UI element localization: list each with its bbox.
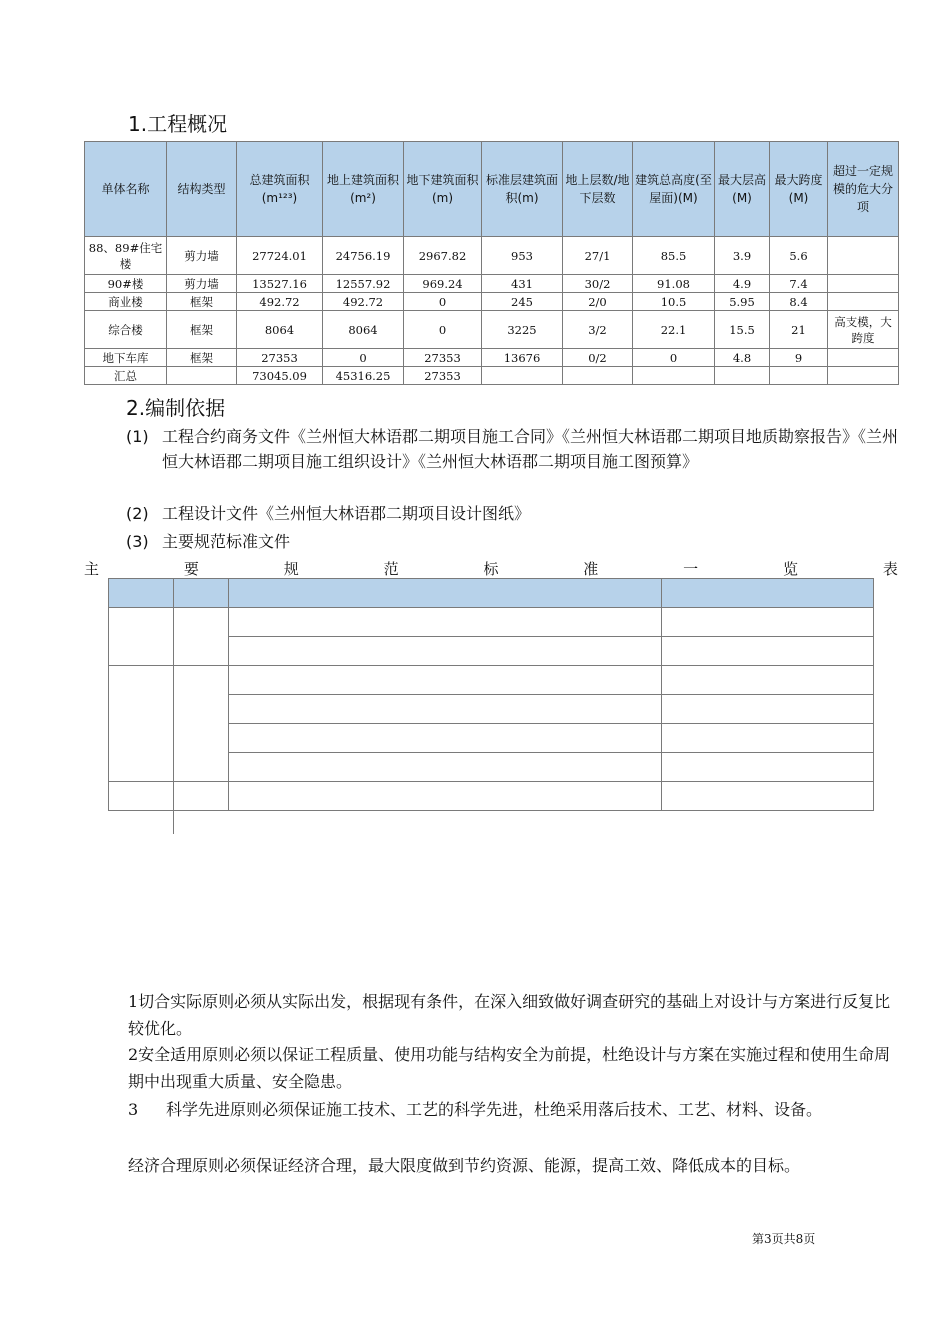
table-cell: 剪力墙 xyxy=(167,237,237,275)
table-cell: 8064 xyxy=(323,311,404,349)
table-cell: 85.5 xyxy=(633,237,715,275)
table-cell: 9 xyxy=(770,349,828,367)
basis-item-text: 工程设计文件《兰州恒大林语郡二期项目设计图纸》 xyxy=(162,504,531,523)
table-cell: 90#楼 xyxy=(85,275,167,293)
table-cell: 27/1 xyxy=(563,237,633,275)
table-row xyxy=(85,349,899,367)
title-char: 标 xyxy=(483,560,499,578)
norms-header-row xyxy=(109,579,874,608)
table-cell: 24756.19 xyxy=(323,237,404,275)
table-cell: 3225 xyxy=(482,311,563,349)
table-cell xyxy=(167,367,237,385)
table-cell: 5.95 xyxy=(715,293,770,311)
norms-table-title xyxy=(84,558,898,579)
table-cell xyxy=(828,275,899,293)
title-char: 范 xyxy=(383,560,399,578)
title-char: 规 xyxy=(283,560,299,578)
table-cell: 框架 xyxy=(167,293,237,311)
title-char: 一 xyxy=(683,560,699,578)
header-cell: 地上建筑面积(m²) xyxy=(323,142,404,237)
table-cell: 7.4 xyxy=(770,275,828,293)
table-cell: 27353 xyxy=(237,349,323,367)
table-cell: 5.6 xyxy=(770,237,828,275)
header-cell: 最大跨度(M) xyxy=(770,142,828,237)
table-cell: 8.4 xyxy=(770,293,828,311)
header-cell: 最大层高(M) xyxy=(715,142,770,237)
table-cell xyxy=(828,293,899,311)
table-cell: 13676 xyxy=(482,349,563,367)
table-header-row xyxy=(85,142,899,237)
table-cell: 0 xyxy=(404,293,482,311)
basis-item-number: (3) xyxy=(126,532,149,551)
table-cell: 2967.82 xyxy=(404,237,482,275)
table-cell: 953 xyxy=(482,237,563,275)
table-cell xyxy=(715,367,770,385)
principle-paragraph: 2安全适用原则必须以保证工程质量、使用功能与结构安全为前提，杜绝设计与方案在实施过程和使用生命周期中出现重大质量、安全隐患。 xyxy=(128,1045,891,1091)
principle-paragraph: 1切合实际原则必须从实际出发，根据现有条件，在深入细致做好调查研究的基础上对设计与方案进行反复比较优化。 xyxy=(128,992,891,1038)
table-cell: 商业楼 xyxy=(85,293,167,311)
table-cell: 汇总 xyxy=(85,367,167,385)
title-char: 表 xyxy=(882,560,898,578)
table-cell: 4.8 xyxy=(715,349,770,367)
table-row xyxy=(109,782,874,811)
basis-item-number: (2) xyxy=(126,504,149,523)
header-cell: 超过一定规模的危大分项 xyxy=(828,142,899,237)
project-overview-table xyxy=(84,141,899,385)
table-row xyxy=(85,275,899,293)
table-cell: 969.24 xyxy=(404,275,482,293)
principle-number: 3 xyxy=(128,1100,139,1119)
table-cell: 12557.92 xyxy=(323,275,404,293)
table-row xyxy=(85,311,899,349)
table-cell: 剪力墙 xyxy=(167,275,237,293)
table-cell xyxy=(828,349,899,367)
table-cell: 13527.16 xyxy=(237,275,323,293)
table-cell: 0 xyxy=(323,349,404,367)
basis-item xyxy=(126,529,291,554)
section-title-overview: 1.工程概况 xyxy=(128,112,228,136)
basis-item-text: 主要规范标准文件 xyxy=(162,532,291,551)
header-cell: 地下建筑面积(m) xyxy=(404,142,482,237)
title-char: 要 xyxy=(183,560,199,578)
table-cell xyxy=(828,237,899,275)
norms-table xyxy=(108,578,874,811)
table-cell: 21 xyxy=(770,311,828,349)
title-char: 览 xyxy=(783,560,799,578)
table-cell xyxy=(770,367,828,385)
basis-item-number: (1) xyxy=(126,427,149,446)
table-row xyxy=(85,293,899,311)
table-cell: 0/2 xyxy=(563,349,633,367)
table-cell xyxy=(563,367,633,385)
table-cell: 27353 xyxy=(404,349,482,367)
table-cell xyxy=(482,367,563,385)
table-cell: 2/0 xyxy=(563,293,633,311)
table-cell xyxy=(828,367,899,385)
table-cell: 综合楼 xyxy=(85,311,167,349)
table-divider xyxy=(173,808,174,834)
table-cell xyxy=(633,367,715,385)
table-cell: 地下车库 xyxy=(85,349,167,367)
table-cell: 框架 xyxy=(167,311,237,349)
table-row xyxy=(85,367,899,385)
header-cell: 结构类型 xyxy=(167,142,237,237)
principle-paragraph xyxy=(128,1096,898,1123)
table-cell: 3.9 xyxy=(715,237,770,275)
table-cell: 492.72 xyxy=(323,293,404,311)
table-cell: 0 xyxy=(404,311,482,349)
table-cell: 45316.25 xyxy=(323,367,404,385)
table-row xyxy=(109,666,874,695)
header-cell: 建筑总高度(至屋面)(M) xyxy=(633,142,715,237)
table-cell: 88、89#住宅楼 xyxy=(85,237,167,275)
table-cell: 15.5 xyxy=(715,311,770,349)
header-cell: 标准层建筑面积(m) xyxy=(482,142,563,237)
principle-text: 科学先进原则必须保证施工技术、工艺的科学先进，杜绝采用落后技术、工艺、材料、设备。 xyxy=(166,1100,823,1119)
table-cell: 高支模，大跨度 xyxy=(828,311,899,349)
table-cell: 27353 xyxy=(404,367,482,385)
title-char: 准 xyxy=(583,560,599,578)
basis-item xyxy=(126,424,899,499)
table-cell: 0 xyxy=(633,349,715,367)
section-title-basis: 2.编制依据 xyxy=(126,396,226,420)
basis-item xyxy=(126,501,531,526)
table-cell: 8064 xyxy=(237,311,323,349)
header-cell: 总建筑面积(m¹²³) xyxy=(237,142,323,237)
table-cell: 3/2 xyxy=(563,311,633,349)
table-row xyxy=(85,237,899,275)
table-cell: 10.5 xyxy=(633,293,715,311)
table-cell: 431 xyxy=(482,275,563,293)
principle-paragraph: 经济合理原则必须保证经济合理，最大限度做到节约资源、能源，提高工效、降低成本的目标。 xyxy=(128,1156,801,1175)
table-cell: 框架 xyxy=(167,349,237,367)
table-cell: 22.1 xyxy=(633,311,715,349)
page-footer: 第3页共8页 xyxy=(752,1232,816,1246)
table-cell: 91.08 xyxy=(633,275,715,293)
title-char: 主 xyxy=(84,560,100,578)
table-cell: 4.9 xyxy=(715,275,770,293)
table-cell: 492.72 xyxy=(237,293,323,311)
table-cell: 73045.09 xyxy=(237,367,323,385)
table-row xyxy=(109,608,874,637)
basis-item-text: 工程合约商务文件《兰州恒大林语郡二期项目施工合同》《兰州恒大林语郡二期项目地质勘察报告》《兰州恒大林语郡二期项目施工组织设计》《兰州恒大林语郡二期项目施工图预算》 xyxy=(162,427,899,471)
table-cell: 27724.01 xyxy=(237,237,323,275)
table-cell: 245 xyxy=(482,293,563,311)
table-cell: 30/2 xyxy=(563,275,633,293)
header-cell: 单体名称 xyxy=(85,142,167,237)
header-cell: 地上层数/地下层数 xyxy=(563,142,633,237)
